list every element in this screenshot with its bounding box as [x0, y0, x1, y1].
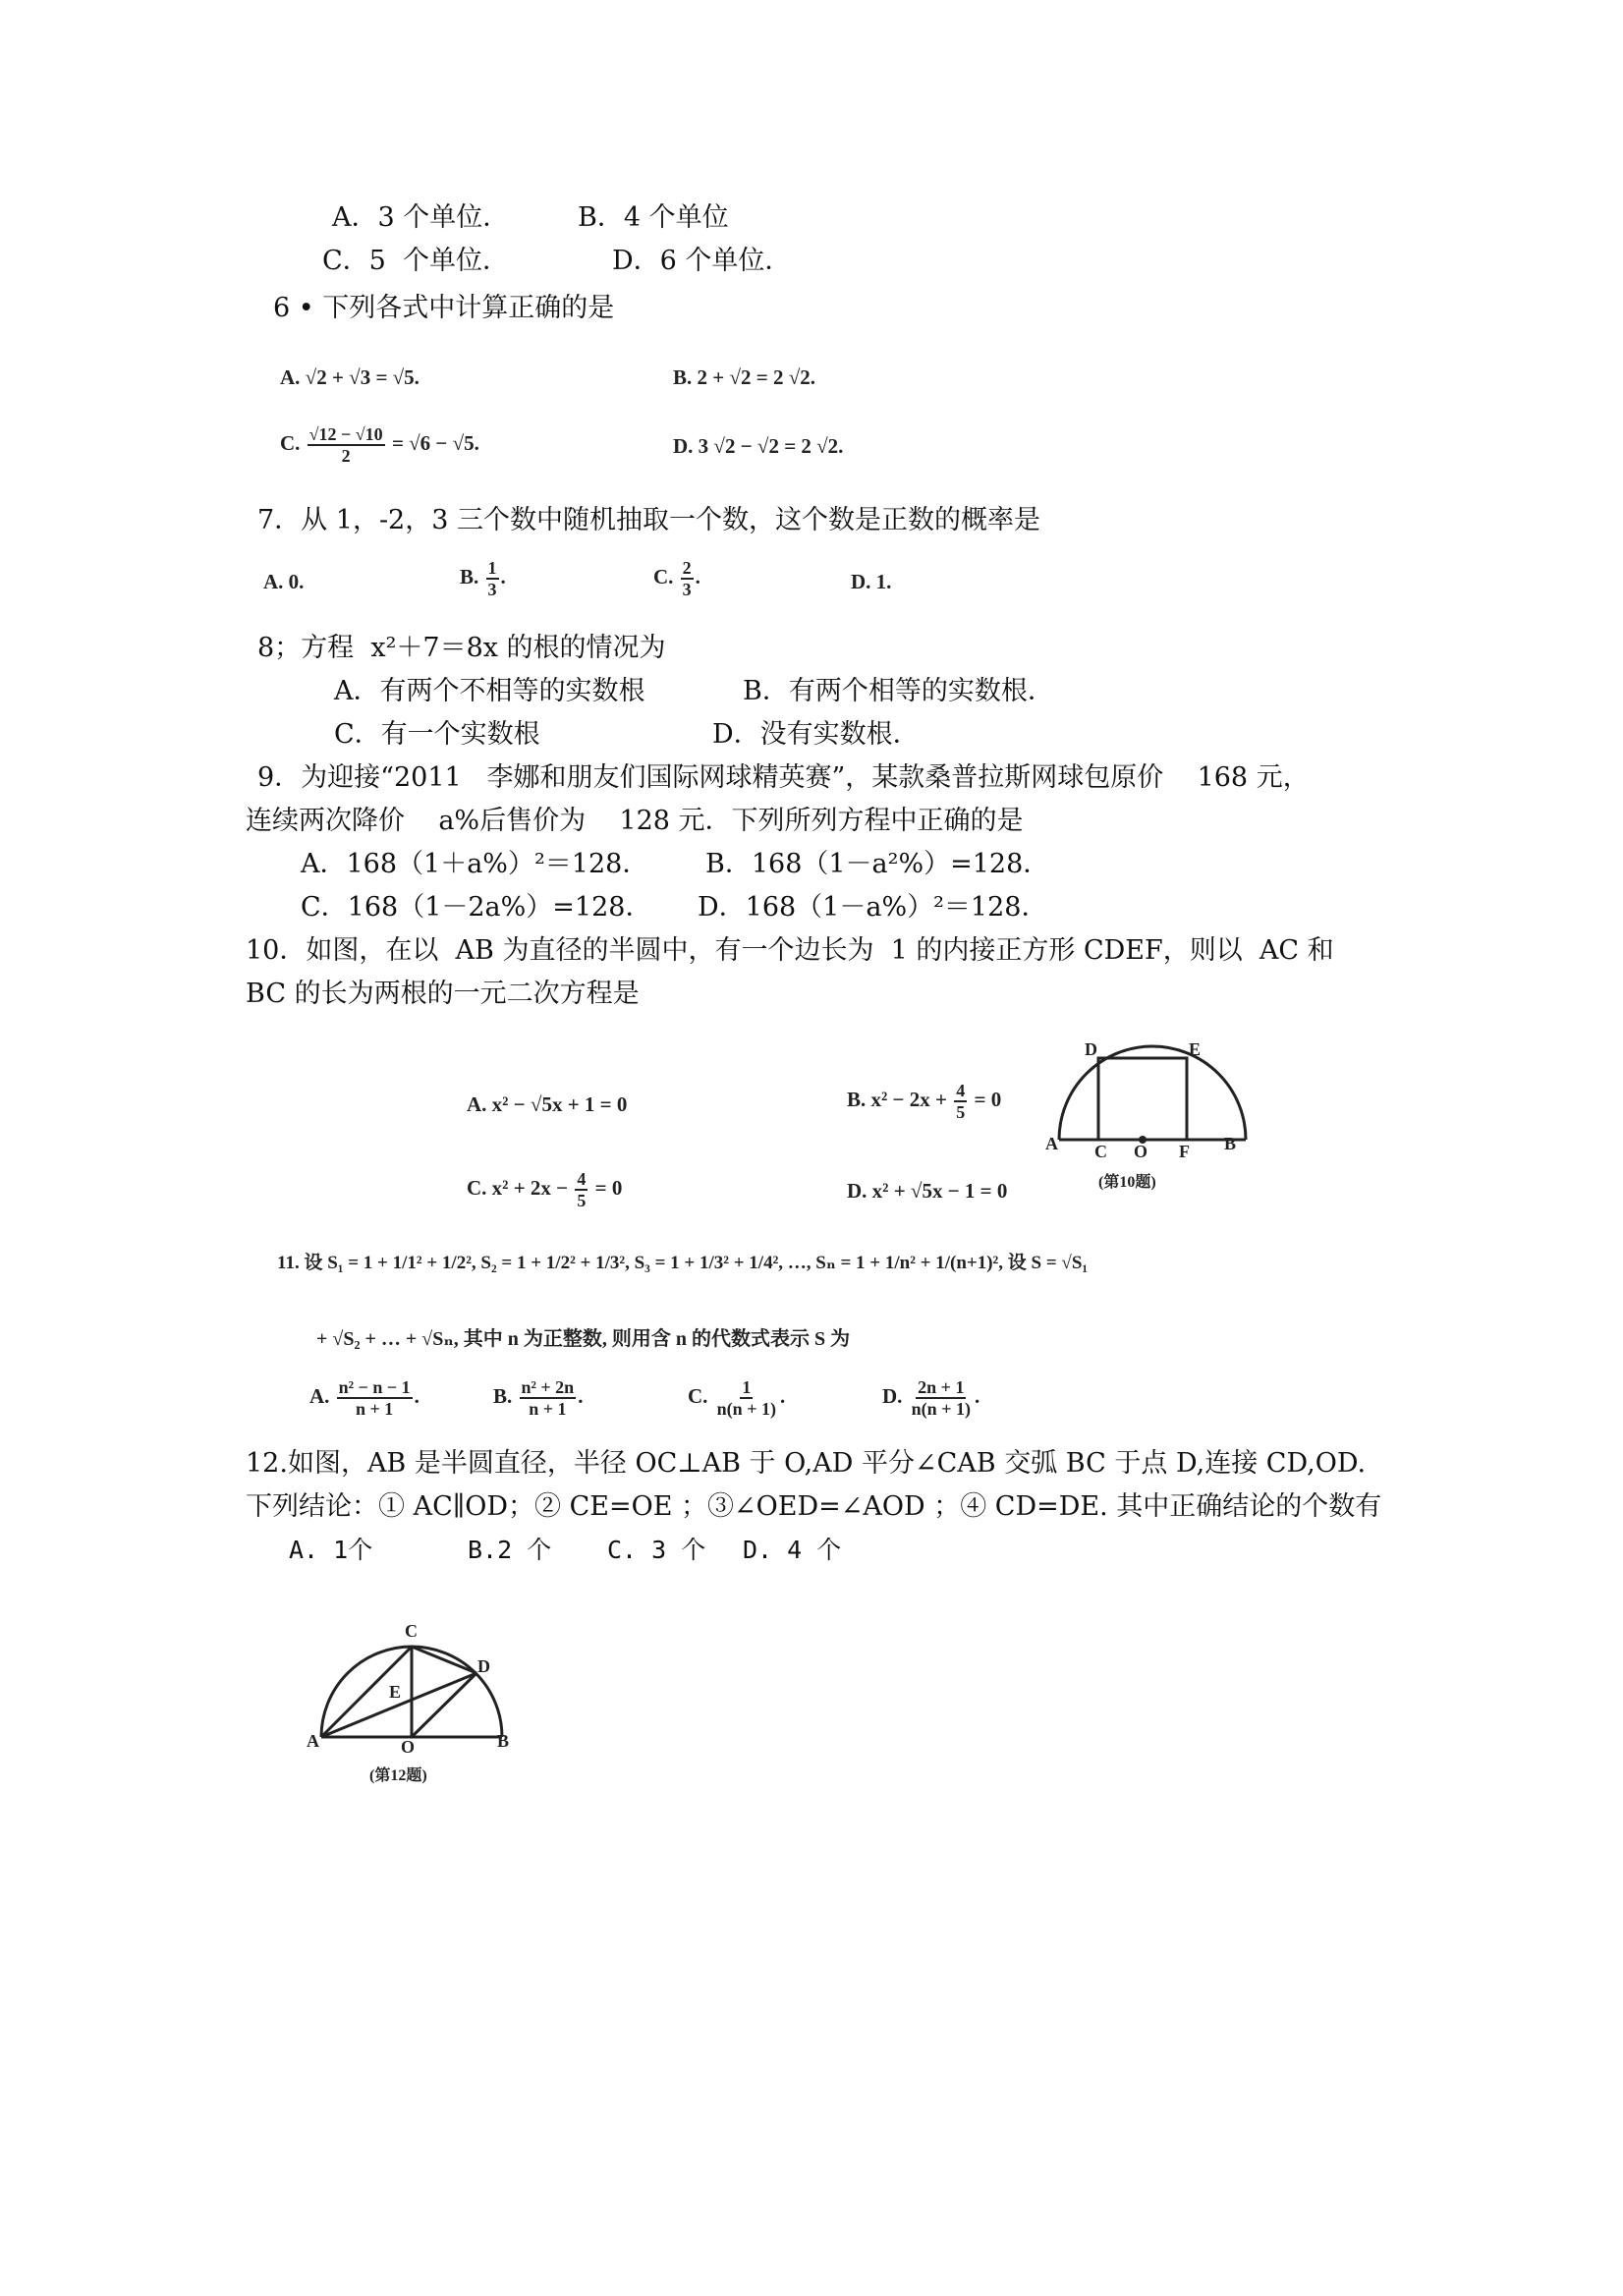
q12-label-b: B: [497, 1731, 510, 1751]
q9-option-c: C．168（1－2a%）=128．: [301, 892, 652, 923]
q11-option-c-numerator: 1: [742, 1377, 752, 1397]
q7-option-b-label: B.: [460, 564, 479, 588]
q10-option-a-label: A.: [467, 1092, 487, 1116]
q10-option-c-fraction: [575, 1169, 588, 1210]
q10-option-c: [467, 1169, 622, 1210]
q7-option-c: C. $\frac{2}{3}$ .: [653, 558, 700, 599]
q10-line-2: BC 的长为两根的一元二次方程是: [246, 979, 640, 1009]
q10-option-b-fraction: [954, 1081, 967, 1122]
q7-stem: 7．从 1，-2，3 三个数中随机抽取一个数，这个数是正数的概率是: [257, 505, 1040, 535]
q6-option-b-expr: 2 + √2 = 2 √2.: [697, 365, 815, 389]
q11-option-c: C. $\frac{1}{n(n + 1)}$ .: [688, 1377, 786, 1419]
q6-stem: 6 • 下列各式中计算正确的是: [273, 293, 615, 323]
q12-line-2: 下列结论：① AC∥OD；② CE=OE ；③∠OED=∠AOD ；④ CD=DE. 其中正确结论的个数有: [246, 1491, 1382, 1522]
q7-option-c-denominator: 3: [682, 580, 692, 599]
q11-option-c-label: C.: [688, 1383, 708, 1408]
q11-option-b: B. $\frac{\text{n² + 2n}}{n + 1}$ .: [493, 1377, 584, 1419]
q10-option-c-numerator: 4: [577, 1169, 587, 1189]
q11-line-2: + √S₂ + … + √Sₙ, 其中 n 为正整数, 则用含 n 的代数式表示 S 为: [316, 1328, 851, 1350]
q9-option-d: D．168（1－a%）²＝128．: [698, 892, 1048, 923]
q6-option-d-expr: 3 √2 − √2 = 2 √2.: [698, 434, 844, 458]
q10-label-c: C: [1094, 1142, 1107, 1161]
q10-label-f: F: [1179, 1142, 1190, 1161]
q8-option-c: C．有一个实数根: [334, 719, 540, 750]
q8-stem: 8；方程 x²＋7＝8x 的根的情况为: [257, 633, 666, 663]
q10-option-b-pre: x² − 2x +: [870, 1087, 947, 1111]
q5-option-b: B．4 个单位: [578, 202, 729, 233]
q10-option-c-label: C.: [467, 1175, 487, 1200]
q6-option-a-label: A.: [280, 365, 301, 389]
q10-option-d: [847, 1179, 1007, 1204]
q9-option-b: B．168（1－a²%）=128．: [705, 849, 1050, 879]
q8-option-b: B．有两个相等的实数根．: [743, 676, 1054, 706]
q11-option-d-fraction: [910, 1377, 973, 1419]
q11-option-a-label: A.: [309, 1383, 330, 1408]
q6-option-c-fraction: [308, 424, 385, 466]
q7-option-b: B. $\frac{1}{3}$ .: [460, 558, 506, 599]
q11-option-d: D. $\frac{2n + 1}{n(n + 1)}$ .: [882, 1377, 980, 1419]
q6-option-c-label: C.: [280, 430, 301, 455]
q12-option-c: C. 3 个: [607, 1536, 706, 1564]
q10-semicircle-arc: [1059, 1046, 1246, 1140]
q10-option-b-label: B.: [847, 1087, 867, 1111]
q12-segment-od: [412, 1673, 476, 1737]
q9-line-1: 9．为迎接“2011 李娜和朋友们国际网球精英赛”，某款桑普拉斯网球包原价 168 元，: [257, 762, 1310, 793]
q10-square-cdef: [1098, 1058, 1187, 1140]
q10-option-b: [847, 1081, 1001, 1122]
q7-option-c-numerator: 2: [682, 558, 692, 578]
q10-label-d: D: [1085, 1039, 1097, 1059]
q6-option-d-label: D.: [673, 434, 694, 458]
q11-option-b-label: B.: [493, 1383, 513, 1408]
q7-option-b-denominator: 3: [487, 580, 497, 599]
q11-option-d-denominator: n(n + 1): [911, 1399, 971, 1419]
q10-option-b-numerator: 4: [956, 1081, 966, 1100]
q6-option-a-expr: √2 + √3 = √5.: [305, 365, 420, 389]
q10-label-b: B: [1224, 1134, 1237, 1153]
q12-figure-caption: (第12题): [369, 1767, 427, 1784]
q10-label-e: E: [1189, 1039, 1202, 1059]
q8-option-a: A．有两个不相等的实数根: [334, 676, 645, 706]
q12-label-d: D: [477, 1656, 490, 1676]
q10-option-c-post: = 0: [594, 1175, 623, 1200]
q11-option-a-fraction: [337, 1377, 413, 1419]
q8-option-d: D．没有实数根．: [712, 719, 920, 750]
q5-option-c: C．5 个单位．: [322, 246, 510, 276]
q7-option-b-fraction: [486, 558, 499, 599]
q12-label-c: C: [405, 1621, 418, 1641]
q12-line-1: 12.如图，AB 是半圆直径，半径 OC⊥AB 于 O,AD 平分∠CAB 交弧 BC 于点 D,连接 CD,OD.: [246, 1448, 1367, 1479]
q11-option-a: A. $\frac{\text{n² − n − 1}}{n + 1}$ .: [309, 1377, 420, 1419]
q11-option-d-label: D.: [882, 1383, 903, 1408]
q10-option-b-denominator: 5: [956, 1102, 966, 1122]
q11-option-c-fraction: [715, 1377, 778, 1419]
q7-option-c-fraction: [681, 558, 694, 599]
q10-option-a-expr: x² − √5x + 1 = 0: [491, 1092, 628, 1116]
q10-label-o: O: [1134, 1142, 1148, 1161]
q12-label-o: O: [401, 1737, 416, 1757]
q11-option-d-numerator: 2n + 1: [918, 1377, 965, 1397]
q7-option-d: D. 1.: [851, 570, 892, 593]
q10-option-a: [467, 1092, 627, 1117]
q6-option-a: [280, 365, 420, 390]
q9-option-a: A．168（1＋a%）²＝128．: [301, 849, 649, 879]
q12-option-b: B.2 个: [468, 1536, 552, 1564]
q11-option-a-denominator: n + 1: [356, 1399, 394, 1419]
q10-figure-caption: (第10题): [1098, 1174, 1156, 1191]
q5-option-d: D．6 个单位．: [612, 246, 792, 276]
q7-option-c-label: C.: [653, 564, 674, 588]
q6-option-c: [280, 424, 479, 466]
q10-option-d-expr: x² + √5x − 1 = 0: [871, 1179, 1008, 1203]
q11-option-b-numerator: n² + 2n: [521, 1377, 575, 1397]
q12-option-d: D. 4 个: [743, 1536, 842, 1564]
q12-segment-cd: [412, 1647, 476, 1673]
q7-option-a: A. 0.: [263, 570, 305, 593]
q10-option-b-post: = 0: [974, 1087, 1002, 1111]
q6-option-c-numerator: √12 − √10: [308, 424, 383, 444]
q10-line-1: 10．如图，在以 AB 为直径的半圆中，有一个边长为 1 的内接正方形 CDEF，则以 AC 和: [246, 935, 1334, 966]
q6-option-d: [673, 434, 843, 459]
q11-option-b-denominator: n + 1: [529, 1399, 567, 1419]
q5-option-a: A．3 个单位．: [332, 202, 510, 233]
q12-option-a: A. 1个: [289, 1536, 373, 1564]
q6-option-c-rest: = √6 − √5.: [391, 430, 479, 455]
q6-option-b: [673, 365, 815, 390]
q11-option-c-denominator: n(n + 1): [716, 1399, 776, 1419]
q12-label-e: E: [389, 1682, 402, 1702]
q12-label-a: A: [307, 1731, 319, 1751]
q6-option-b-label: B.: [673, 365, 693, 389]
q9-line-2: 连续两次降价 a%后售价为 128 元．下列所列方程中正确的是: [246, 806, 1024, 836]
q10-label-a: A: [1045, 1134, 1058, 1153]
q11-line-1: 11. 设 S₁ = 1 + 1/1² + 1/2², S₂ = 1 + 1/2² + 1/3², S₃ = 1 + 1/3² + 1/4², …, Sₙ = 1 + 1/n² + 1/(n+1)², 设 S = √S₁: [277, 1253, 1089, 1273]
q7-option-b-numerator: 1: [487, 558, 497, 578]
q11-option-a-numerator: n² − n − 1: [338, 1377, 411, 1397]
q10-option-d-label: D.: [847, 1179, 867, 1203]
q10-option-c-denominator: 5: [577, 1191, 587, 1210]
q11-option-b-fraction: [520, 1377, 577, 1419]
q6-option-c-denominator: 2: [341, 446, 351, 466]
q10-option-c-pre: x² + 2x −: [491, 1175, 569, 1200]
